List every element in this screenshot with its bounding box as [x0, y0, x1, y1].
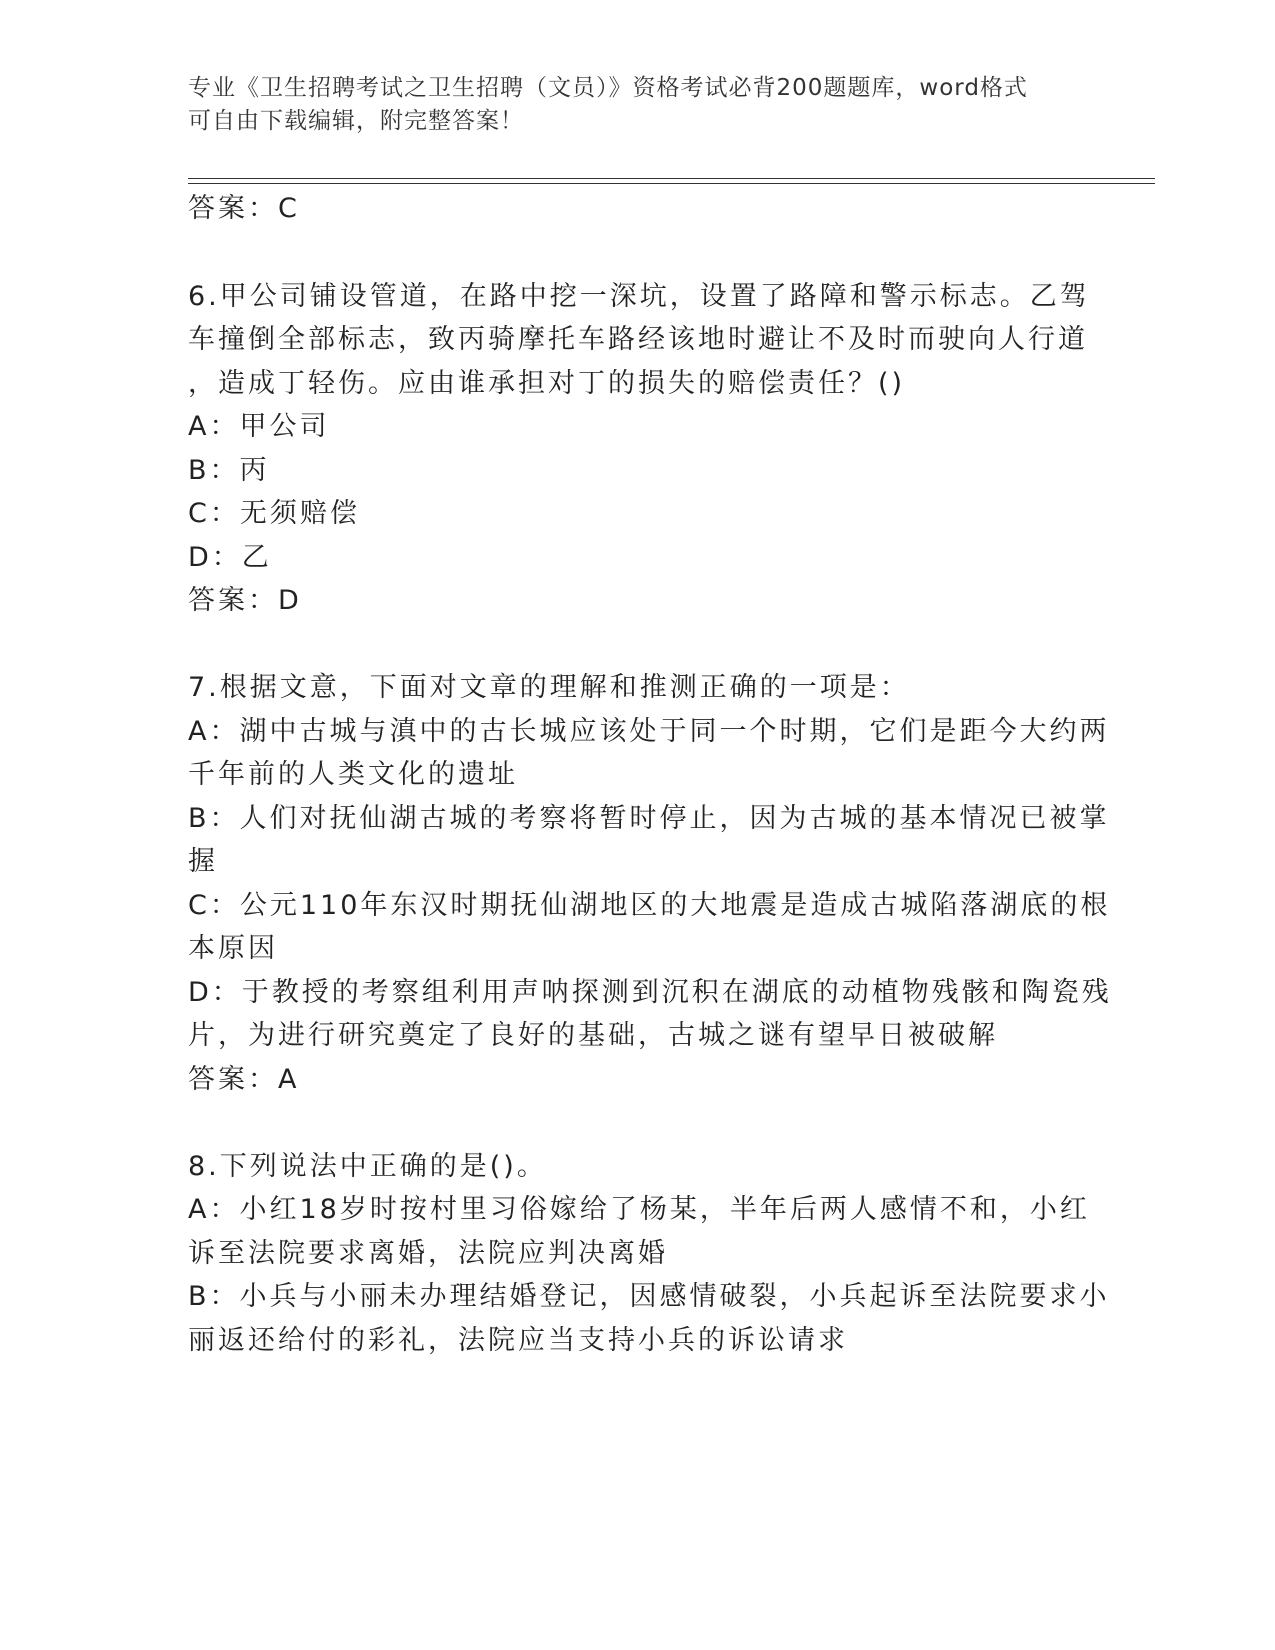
q7-option-c-line-2: 本原因	[188, 933, 278, 964]
answer-q6: 答案：D	[188, 585, 302, 616]
q6-option-a: A：甲公司	[188, 411, 330, 442]
q7-option-a-line-1: A：湖中古城与滇中的古长城应该处于同一个时期，它们是距今大约两	[188, 716, 1110, 747]
header-divider-top	[188, 178, 1155, 179]
q7-option-b-line-1: B：人们对抚仙湖古城的考察将暂时停止，因为古城的基本情况已被掌	[188, 803, 1110, 834]
q6-option-d: D：乙	[188, 542, 272, 573]
q7-stem: 7.根据文意，下面对文章的理解和推测正确的一项是：	[188, 672, 910, 703]
q8-option-b-line-1: B：小兵与小丽未办理结婚登记，因感情破裂，小兵起诉至法院要求小	[188, 1281, 1110, 1312]
q6-stem-line-1: 6.甲公司铺设管道，在路中挖一深坑，设置了路障和警示标志。乙驾	[188, 281, 1090, 312]
q8-option-b-line-2: 丽返还给付的彩礼，法院应当支持小兵的诉讼请求	[188, 1325, 848, 1356]
document-header	[188, 72, 1068, 138]
q6-stem-line-2: 车撞倒全部标志，致丙骑摩托车路经该地时避让不及时而驶向人行道	[188, 324, 1088, 355]
q8-option-a-line-1: A：小红18岁时按村里习俗嫁给了杨某，半年后两人感情不和，小红	[188, 1194, 1090, 1225]
header-line-1: 专业《卫生招聘考试之卫生招聘（文员）》资格考试必背200题题库，word格式	[188, 75, 1028, 101]
q7-option-b-line-2: 握	[188, 846, 218, 877]
q7-option-d-line-1: D：于教授的考察组利用声呐探测到沉积在湖底的动植物残骸和陶瓷残	[188, 977, 1112, 1008]
q7-option-d-line-2: 片，为进行研究奠定了良好的基础，古城之谜有望早日被破解	[188, 1020, 998, 1051]
answer-q5: 答案：C	[188, 193, 300, 224]
q6-option-c: C：无须赔偿	[188, 498, 360, 529]
header-divider-bottom	[188, 183, 1155, 184]
q6-option-b: B：丙	[188, 455, 270, 486]
q7-option-a-line-2: 千年前的人类文化的遗址	[188, 759, 518, 790]
q8-option-a-line-2: 诉至法院要求离婚，法院应判决离婚	[188, 1238, 668, 1269]
answer-q7: 答案：A	[188, 1064, 300, 1095]
q6-stem-line-3: ，造成丁轻伤。应由谁承担对丁的损失的赔偿责任？()	[188, 368, 906, 399]
q7-option-c-line-1: C：公元110年东汉时期抚仙湖地区的大地震是造成古城陷落湖底的根	[188, 890, 1111, 921]
q8-stem: 8.下列说法中正确的是()。	[188, 1151, 547, 1182]
header-line-2: 可自由下载编辑，附完整答案！	[188, 108, 524, 134]
